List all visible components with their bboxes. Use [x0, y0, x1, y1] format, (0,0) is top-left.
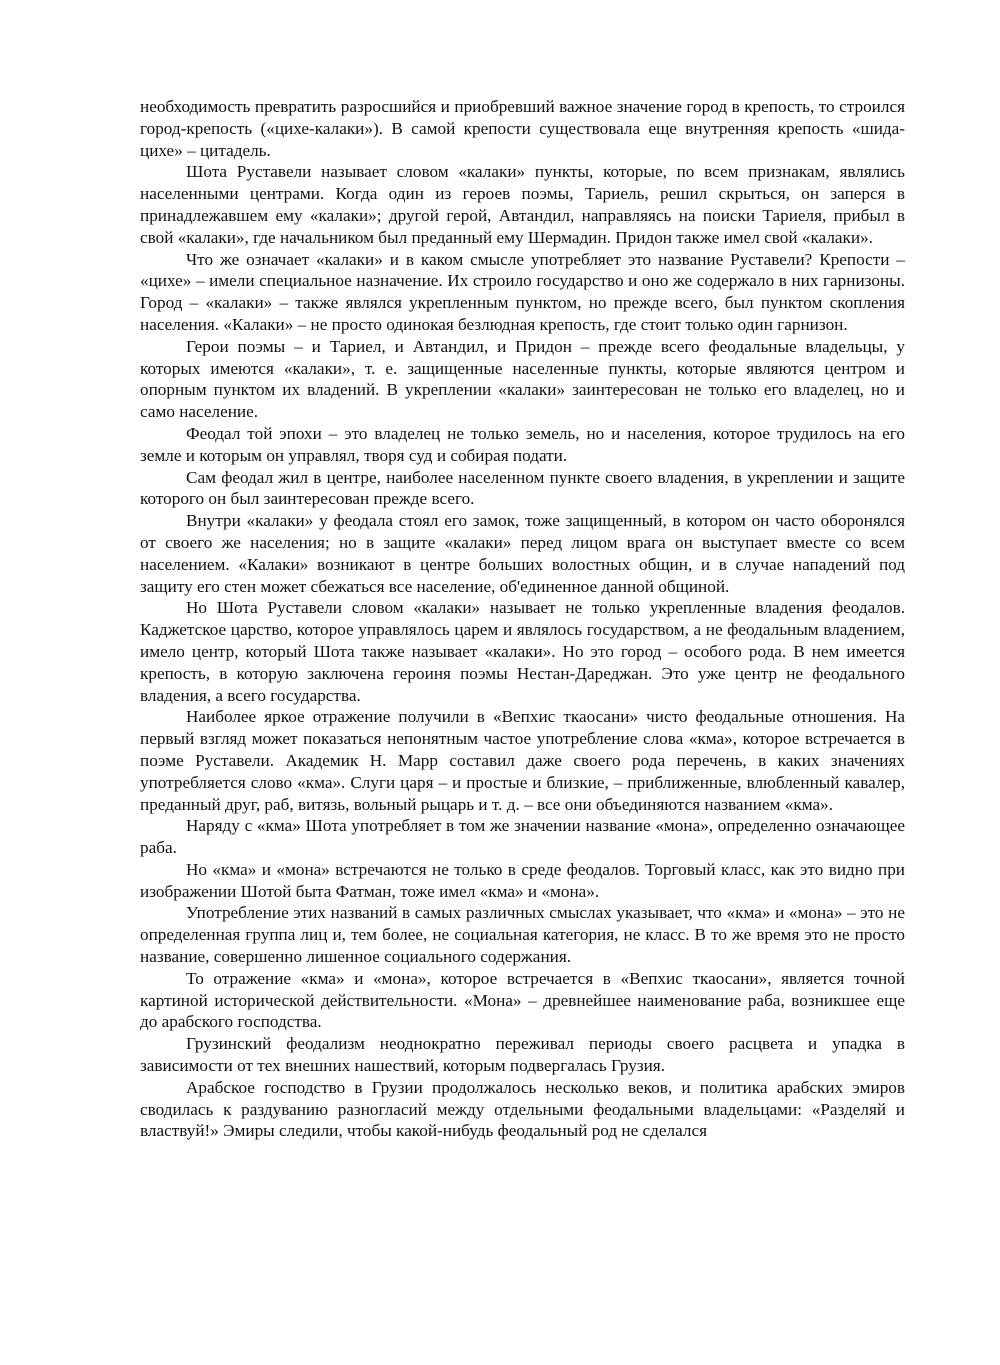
- paragraph: То отражение «кма» и «мона», которое встречается в «Вепхис ткаосани», является точной картиной исторической действительности. «Мона» – древнейшее наименование раба, возникшее еще до арабского господства.: [140, 968, 905, 1032]
- paragraph: Употребление этих названий в самых различных смыслах указывает, что «кма» и «мона» – это не определенная группа лиц и, тем более, не социальная категория, не класс. В то же время это не просто название, совершенно лишенное социального содержания.: [140, 903, 905, 967]
- paragraph: Арабское господство в Грузии продолжалось несколько веков, и политика арабских эмиров сводилась к раздуванию разногласий между отдельными феодальными владельцами: «Разделяй и властвуй!» Эмиры следили, чтобы какой-нибудь феодальный род не сделался: [140, 1077, 905, 1141]
- paragraph: Внутри «калаки» у феодала стоял его замок, тоже защищенный, в котором он часто оборонялся от своего же населения; но в защите «калаки» перед лицом врага он выступает вместе со всем населением. «Калаки» возникают в центре больших волостных общин, и в случае нападений под защиту его стен может сбежаться все население, об'единенное данной общиной.: [140, 511, 905, 596]
- paragraph: Наиболее яркое отражение получили в «Вепхис ткаосани» чисто феодальные отношения. На первый взгляд может показаться непонятным частое употребление слова «кма», которое встречается в поэме Руставели. Академик Н. Марр составил даже своего рода перечень, в каких значениях употребляется слово «кма». Слуги царя – и простые и близкие, – приближенные, влюбленный кавалер, преданный друг, раб, витязь, вольный рыцарь и т. д. – все они объединяются названием «кма».: [140, 707, 905, 814]
- paragraph: Шота Руставели называет словом «калаки» пункты, которые, по всем признакам, являлись населенными центрами. Когда один из героев поэмы, Тариель, решил скрыться, он заперся в принадлежавшем ему «калаки»; другой герой, Автандил, направляясь на поиски Тариеля, прибыл в свой «калаки», где начальником был преданный ему Шермадин. Придон также имел свой «калаки».: [140, 162, 905, 247]
- paragraph: Феодал той эпохи – это владелец не только земель, но и населения, которое трудилось на его земле и которым он управлял, творя суд и собирая подати.: [140, 423, 905, 465]
- paragraph: Сам феодал жил в центре, наиболее населенном пункте своего владения, в укреплении и защите которого он был заинтересован прежде всего.: [140, 467, 905, 509]
- paragraph: Что же означает «калаки» и в каком смысле употребляет это название Руставели? Крепости – «цихе» – имели специальное назначение. Их строило государство и оно же содержало в них гарнизоны. Город – «калаки» – также являлся укрепленным пунктом, но прежде всего, был пунктом скопления населения. «Калаки» – не просто одинокая безлюдная крепость, где стоит только один гарнизон.: [140, 249, 905, 334]
- paragraph: Наряду с «кма» Шота употребляет в том же значении название «мона», определенно означающее раба.: [140, 816, 905, 858]
- paragraph: Герои поэмы – и Тариел, и Автандил, и Придон – прежде всего феодальные владельцы, у которых имеются «калаки», т. е. защищенные населенные пункты, которые являются центром и опорным пунктом их владений. В укреплении «калаки» заинтересован не только его владелец, но и само население.: [140, 336, 905, 422]
- paragraph: Грузинский феодализм неоднократно переживал периоды своего расцвета и упадка в зависимости от тех внешних нашествий, которым подвергалась Грузия.: [140, 1034, 905, 1076]
- paragraph: Но Шота Руставели словом «калаки» называет не только укрепленные владения феодалов. Каджетское царство, которое управлялось царем и являлось государством, а не феодальным владением, имело центр, который Шота также называет «калаки». Но это город – особого рода. В нем имеется крепость, в которую заключена героиня поэмы Нестан-Дареджан. Это уже центр не феодального владения, а всего государства.: [140, 598, 905, 705]
- paragraph-continuation: необходимость превратить разросшийся и приобревший важное значение город в крепость, то строился город-крепость («цихе-калаки»). В самой крепости существовала еще внутренняя крепость «шида-цихе» – цитадель.: [140, 97, 905, 160]
- paragraph: Но «кма» и «мона» встречаются не только в среде феодалов. Торговый класс, как это видно при изображении Шотой быта Фатман, тоже имел «кма» и «мона».: [140, 859, 905, 901]
- document-page: [140, 96, 905, 1142]
